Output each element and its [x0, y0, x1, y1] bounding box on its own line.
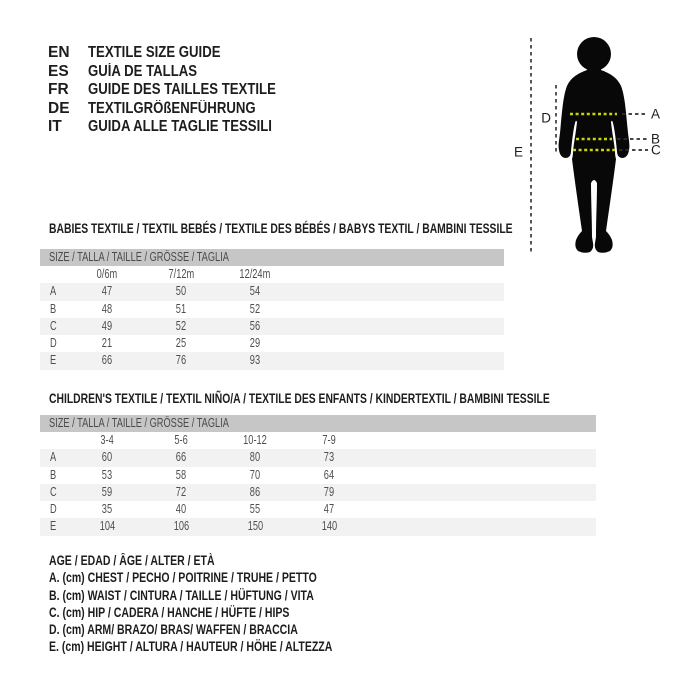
table-cell-text: 66	[175, 450, 187, 465]
language-code: EN	[48, 44, 70, 61]
column-header	[218, 266, 292, 283]
table-cell	[292, 518, 366, 535]
legend-line-text: D. (cm) ARM/ BRAZO/ BRAS/ WAFFEN / BRACCIA	[49, 622, 298, 638]
language-code: IT	[48, 118, 62, 136]
language-code: ES	[48, 62, 69, 80]
table-cell	[70, 501, 144, 518]
row-label-text: E	[50, 353, 57, 368]
table-cell-text: 50	[175, 284, 187, 299]
table-cell-text: 60	[101, 450, 113, 465]
table-cell	[70, 335, 144, 352]
table-cell	[218, 484, 292, 501]
babies-section-heading	[49, 221, 675, 235]
table-cell	[144, 318, 218, 335]
table-cell-text: 66	[101, 353, 113, 368]
row-label-text: C	[50, 318, 57, 333]
table-cell-text: 29	[249, 336, 261, 351]
language-code: FR	[48, 81, 69, 99]
table-row	[40, 335, 504, 352]
legend-line	[49, 587, 412, 604]
table-cell	[218, 518, 292, 535]
table-cell-text: 86	[249, 484, 261, 499]
table-cell-text: 70	[249, 467, 261, 482]
legend-line-text: A. (cm) CHEST / PECHO / POITRINE / TRUHE / PETTO	[49, 570, 317, 586]
language-row	[48, 81, 309, 100]
table-cell-text: 54	[249, 284, 261, 299]
language-row	[48, 44, 309, 63]
table-cell	[70, 467, 144, 484]
row-label	[40, 484, 70, 501]
table-cell	[218, 335, 292, 352]
table-cell	[144, 283, 218, 300]
table-cell-text: 93	[249, 353, 261, 368]
table-cell	[218, 318, 292, 335]
table-cell	[292, 501, 366, 518]
table-cell-text: 52	[249, 301, 261, 316]
label-C: C	[651, 142, 661, 158]
language-title-block	[48, 44, 309, 137]
row-label	[40, 352, 70, 369]
table-cell-text: 53	[101, 467, 113, 482]
legend-line	[49, 638, 412, 655]
row-label	[40, 501, 70, 518]
column-header	[218, 432, 292, 449]
table-row	[40, 352, 504, 369]
table-cell	[144, 484, 218, 501]
table-cell	[144, 518, 218, 535]
table-cell-text: 59	[101, 484, 113, 499]
row-label	[40, 335, 70, 352]
label-E: E	[513, 144, 523, 160]
table-cell-text: 51	[175, 301, 187, 316]
table-row	[40, 283, 504, 300]
table-cell	[218, 467, 292, 484]
table-cell-text: 55	[249, 502, 261, 517]
table-row	[40, 518, 596, 535]
table-cell-text: 35	[101, 502, 113, 517]
table-cell-text: 56	[249, 318, 261, 333]
column-header	[144, 432, 218, 449]
table-cell	[218, 501, 292, 518]
table-row	[40, 484, 596, 501]
table-cell	[70, 352, 144, 369]
table-cell	[70, 283, 144, 300]
table-cell-text: 64	[323, 467, 335, 482]
size-header-text: SIZE / TALLA / TAILLE / GRÖSSE / TAGLIA	[49, 250, 229, 264]
children-size-table	[40, 415, 596, 536]
table-row	[40, 266, 504, 283]
row-label	[40, 301, 70, 318]
table-cell	[218, 449, 292, 466]
row-label-text: D	[50, 336, 57, 351]
size-header-bar	[40, 415, 596, 432]
legend-line-text: B. (cm) WAIST / CINTURA / TAILLE / HÜFTUNG / VITA	[49, 587, 314, 603]
column-header	[70, 266, 144, 283]
column-header	[292, 432, 366, 449]
row-label-text: A	[50, 284, 57, 299]
language-row	[48, 118, 309, 137]
label-A: A	[651, 106, 661, 122]
size-header-text: SIZE / TALLA / TAILLE / GRÖSSE / TAGLIA	[49, 416, 229, 430]
column-header-text: 5-6	[174, 433, 188, 447]
table-cell-text: 47	[323, 502, 335, 517]
legend-line	[49, 604, 412, 621]
legend-line-text: C. (cm) HIP / CADERA / HANCHE / HÜFTE / HIPS	[49, 604, 290, 620]
column-header-text: 10-12	[243, 433, 267, 447]
row-label	[40, 318, 70, 335]
table-row	[40, 301, 504, 318]
label-B: B	[651, 131, 661, 147]
table-cell-text: 73	[323, 450, 335, 465]
column-header-text: 12/24m	[239, 267, 271, 281]
row-label	[40, 266, 70, 283]
measurement-legend	[49, 552, 412, 656]
table-cell	[292, 484, 366, 501]
row-label	[40, 518, 70, 535]
column-header-text: 3-4	[100, 433, 114, 447]
table-cell	[144, 301, 218, 318]
table-row	[40, 467, 596, 484]
table-cell-text: 80	[249, 450, 261, 465]
row-label-text: B	[50, 467, 57, 482]
table-cell-text: 104	[99, 519, 115, 534]
column-header	[144, 266, 218, 283]
table-cell-text: 58	[175, 467, 187, 482]
legend-line	[49, 569, 412, 586]
row-label-text: A	[50, 450, 57, 465]
table-cell	[70, 449, 144, 466]
table-cell-text: 49	[101, 318, 113, 333]
children-section-heading	[49, 391, 700, 405]
row-label	[40, 283, 70, 300]
column-header-text: 7/12m	[168, 267, 194, 281]
row-label-text: C	[50, 484, 57, 499]
label-D: D	[541, 110, 551, 126]
table-cell	[70, 318, 144, 335]
language-title: GUÍA DE TALLAS	[88, 62, 198, 80]
table-cell	[144, 335, 218, 352]
babies-size-table	[40, 249, 504, 370]
table-cell	[292, 449, 366, 466]
table-cell	[70, 518, 144, 535]
legend-line	[49, 621, 412, 638]
legend-line-text: E. (cm) HEIGHT / ALTURA / HAUTEUR / HÖHE / ALTEZZA	[49, 639, 333, 655]
table-row	[40, 318, 504, 335]
table-cell-text: 140	[321, 519, 337, 534]
row-label-text: B	[50, 301, 57, 316]
size-header-bar	[40, 249, 504, 266]
language-row	[48, 100, 309, 119]
column-header-text: 7-9	[322, 433, 336, 447]
table-cell-text: 72	[175, 484, 187, 499]
column-header-text: 0/6m	[96, 267, 118, 281]
table-cell-text: 106	[173, 519, 189, 534]
row-label	[40, 449, 70, 466]
table-cell-text: 79	[323, 484, 335, 499]
row-label	[40, 432, 70, 449]
legend-line	[49, 552, 412, 569]
row-label-text: E	[50, 519, 57, 534]
column-header	[70, 432, 144, 449]
table-cell	[144, 467, 218, 484]
language-title: TEXTILGRÖßENFÜHRUNG	[88, 99, 256, 117]
table-cell	[144, 352, 218, 369]
table-cell	[292, 467, 366, 484]
table-cell-text: 25	[175, 336, 187, 351]
row-label	[40, 467, 70, 484]
children-section-heading-text: CHILDREN'S TEXTILE / TEXTIL NIÑO/A / TEXTILE DES ENFANTS / KINDERTEXTIL / BAMBINI TESSILE	[49, 390, 550, 406]
table-cell-text: 47	[101, 284, 113, 299]
table-cell	[218, 283, 292, 300]
babies-section-heading-text: BABIES TEXTILE / TEXTIL BEBÉS / TEXTILE DES BÉBÉS / BABYS TEXTIL / BAMBINI TESSILE	[49, 220, 513, 236]
table-row	[40, 432, 596, 449]
table-cell-text: 76	[175, 353, 187, 368]
table-cell	[218, 301, 292, 318]
row-label-text: D	[50, 502, 57, 517]
language-row	[48, 63, 309, 82]
table-row	[40, 449, 596, 466]
legend-line-text: AGE / EDAD / ÂGE / ALTER / ETÀ	[49, 553, 215, 568]
table-row	[40, 501, 596, 518]
table-cell-text: 150	[247, 519, 263, 534]
table-cell	[70, 301, 144, 318]
table-cell-text: 21	[101, 336, 113, 351]
table-cell	[218, 352, 292, 369]
table-cell-text: 40	[175, 502, 187, 517]
language-title: GUIDE DES TAILLES TEXTILE	[88, 81, 276, 99]
table-cell-text: 48	[101, 301, 113, 316]
table-cell	[144, 501, 218, 518]
table-cell	[70, 484, 144, 501]
language-title: GUIDA ALLE TAGLIE TESSILI	[88, 118, 272, 136]
language-title: TEXTILE SIZE GUIDE	[88, 44, 221, 61]
language-code: DE	[48, 99, 70, 117]
table-cell-text: 52	[175, 318, 187, 333]
table-cell	[144, 449, 218, 466]
